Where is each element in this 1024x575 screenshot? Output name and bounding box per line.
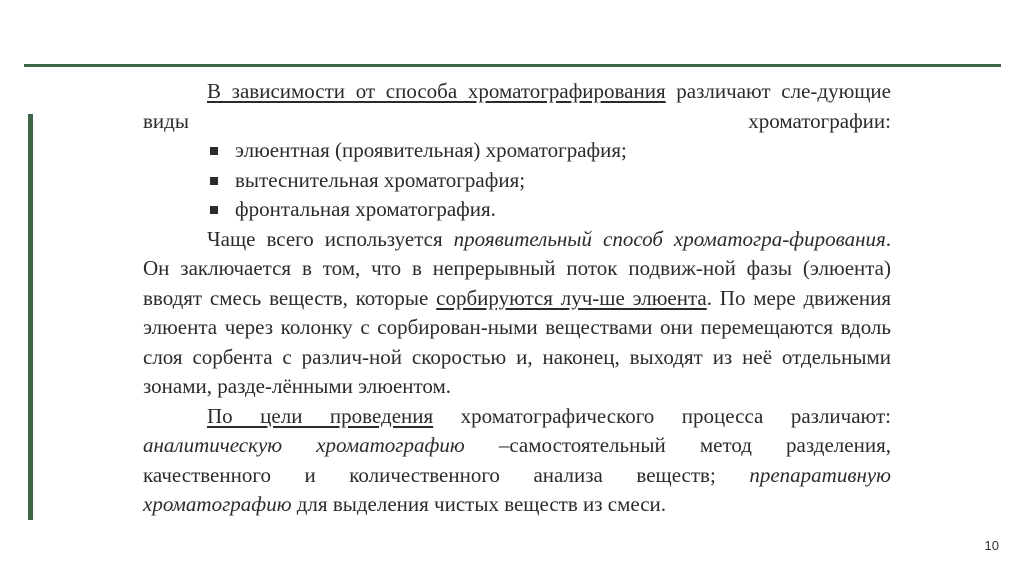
list-item-text: фронтальная хроматография. xyxy=(235,197,496,221)
p3-text-1: хроматографического процесса различают: xyxy=(433,403,891,428)
chromatography-types-list xyxy=(143,136,891,225)
p2-text-end: . По мере движения элюента через колонку с сорбирован-ными веществами они перемещаются вдоль слоя сорбента с различ-ной скоростью и, наконец, выходят из неё отдельными зонами, разде-лёнными элюентом. xyxy=(143,285,892,398)
square-bullet-icon xyxy=(210,206,218,214)
purpose-paragraph xyxy=(143,402,891,520)
list-item xyxy=(143,136,891,166)
list-item xyxy=(143,195,891,225)
p2-underlined-phrase: сорбируются луч-ше элюента xyxy=(436,285,707,310)
list-item-text: вытеснительная хроматография; xyxy=(235,167,526,192)
page-number: 10 xyxy=(984,538,999,553)
p2-text-start: Чаще всего используется xyxy=(207,226,454,251)
top-divider-line xyxy=(24,64,1001,67)
p3-text-2: –самостоятельный метод разделения, качественного и количественного анализа веществ; xyxy=(143,433,891,487)
square-bullet-icon xyxy=(210,177,218,185)
p3-text-3: для выделения чистых веществ из смеси. xyxy=(291,492,667,516)
intro-paragraph xyxy=(143,77,891,136)
slide-text-body xyxy=(143,77,891,520)
intro-rest-text: различают сле-дующие виды хроматографии: xyxy=(143,79,891,133)
square-bullet-icon xyxy=(210,147,218,155)
p3-underlined-phrase: По цели проведения xyxy=(207,403,434,428)
p2-text-mid: . Он заключается в том, что в непрерывный поток подвиж-ной фазы (элюента) вводят смесь веществ, которые xyxy=(143,226,891,310)
elution-method-paragraph xyxy=(143,225,891,402)
p2-italic-term: проявительный способ хроматогра-фирования xyxy=(453,226,886,251)
left-accent-bar xyxy=(28,114,33,520)
intro-underlined-phrase: В зависимости от способа хроматографирования xyxy=(207,79,666,103)
p3-italic-analytical: аналитическую хроматографию xyxy=(143,433,465,457)
list-item xyxy=(143,166,891,196)
p3-italic-preparative: препаративную хроматографию xyxy=(143,462,891,516)
list-item-text: элюентная (проявительная) хроматография; xyxy=(235,138,627,162)
